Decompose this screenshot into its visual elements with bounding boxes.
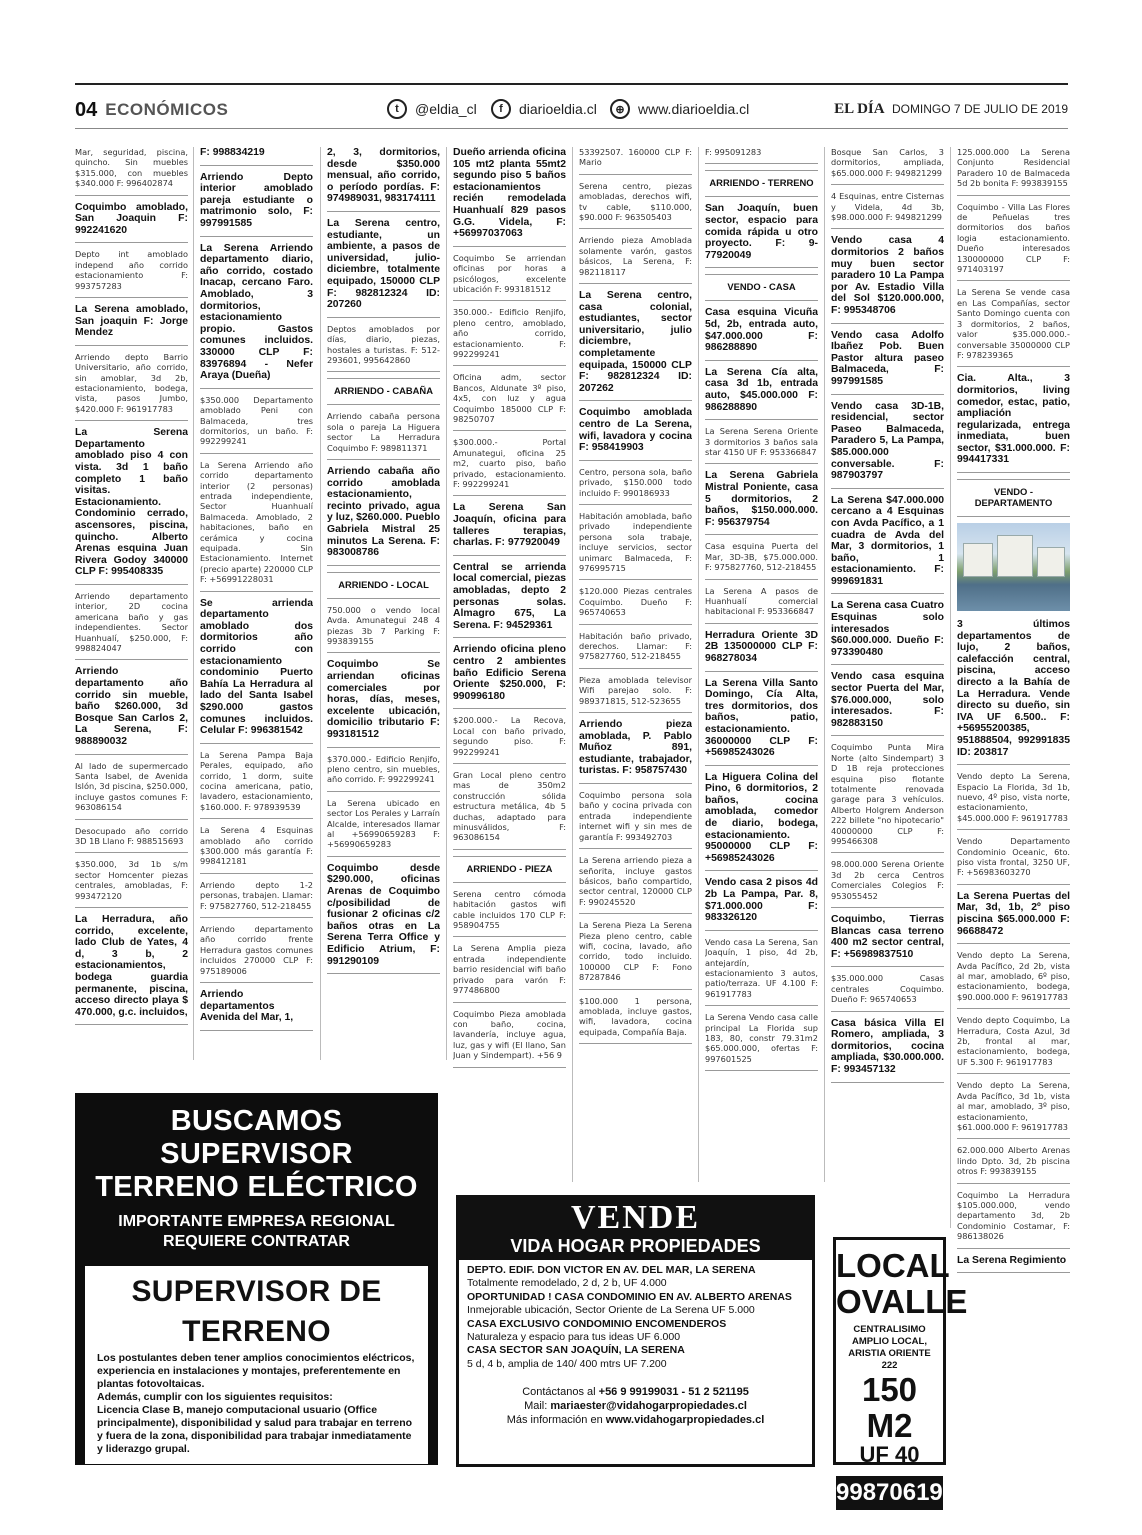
supervisor-sub-1: IMPORTANTE EMPRESA REGIONAL: [118, 1213, 395, 1230]
supervisor-paragraph-1: Los postulantes deben tener amplios conocimientos eléctricos, experiencia en instalaciones y montajes, preferentemente en plantas fotovoltaicas.: [97, 1352, 415, 1390]
classified-ad: La Serena $47.000.000 cercano a 4 Esquinas con Avda Pacífico, a 1 cuadra de Avda del Mar, 3 dormitorios, 1 baño, 1 estacionamiento. F: 999691831: [831, 495, 944, 595]
classified-ad: La Serena Vendo casa calle principal La Florida sup 183, 80, constr 79.31m2 $65.000.000, ofertas F: 997601525: [705, 1012, 818, 1071]
classified-ad: Desocupado año corrido 3D 1B Llano F: 988515693: [75, 826, 188, 854]
mail-label: Mail:: [524, 1400, 548, 1413]
classified-ad: Arriendo pieza Amoblada solamente varón, gastos básicos, La Serena, F: 982118117: [579, 235, 692, 284]
classified-ad: $350.000, 3d 1b s/m sector Homcenter piezas centrales, amobladas, F: 993472120: [75, 859, 188, 908]
website-label: www.diarioeldia.cl: [638, 101, 750, 117]
listing-line: CASA EXCLUSIVO CONDOMINIO ENCOMENDEROS: [467, 1317, 727, 1330]
column-rule: [572, 147, 573, 1182]
section-title: ECONÓMICOS: [105, 100, 229, 119]
facebook-icon: f: [491, 99, 511, 119]
section-heading: ARRIENDO - CABAÑA: [327, 378, 440, 405]
local-price: UF 40: [859, 1442, 920, 1467]
classified-column: [957, 147, 1070, 1465]
supervisor-email[interactable]: contactoempresacoquimbo@gmail.com: [95, 1496, 418, 1515]
supervisor-paragraph-3: Licencia Clase B, manejo computacional usuario (Office principalmente), disponibilidad y salud para trabajar en terreno y fuera de la zona, disponibilidad para trabajar inmediatamente y liderazgo grupal.: [97, 1404, 413, 1455]
vida-hogar-contact: [459, 1375, 812, 1427]
classified-column: [453, 147, 566, 1182]
vida-hogar-header: [459, 1198, 812, 1260]
local-description: CENTRALISIMO AMPLIO LOCAL, ARISTIA ORIENTE 222: [848, 1324, 931, 1371]
classified-ad: La Serena Pampa Baja Perales, equipado, año corrido, 1 dorm, suite cocina americana, patio, lavadero, estacionamiento, $160.000. F: 978939539: [200, 750, 313, 819]
classified-ad: La Serena Gabriela Mistral Poniente, casa 5 dormitorios, 2 baños, $150.000.000. F: 956379754: [705, 470, 818, 535]
classified-ad: $120.000 Piezas centrales Coquimbo. Dueño F: 965740653: [579, 586, 692, 624]
classified-ad: Coquimbo amoblada centro de La Serena, wifi, lavadora y cocina F: 958419903: [579, 407, 692, 460]
classified-ad: Bosque San Carlos, 3 dormitorios, ampliada, $65.000.000 F: 949821299: [831, 147, 944, 185]
contact-mail[interactable]: mariaester@vidahogarpropiedades.cl: [550, 1400, 747, 1413]
classified-ad: Casa esquina Puerta del Mar, 3D-3B, $75.000.000. F: 975827760, 512-218455: [705, 541, 818, 579]
classified-ad: $370.000.- Edificio Renjifo, pleno centro, sin muebles, año corrido. F: 992299241: [327, 754, 440, 792]
vida-hogar-subtitle: VIDA HOGAR PROPIEDADES: [510, 1236, 761, 1256]
classified-ad: La Higuera Colina del Pino, 6 dormitorios, 2 baños, cocina amoblada, comedor de diario, bodega, estacionamiento. 95000000 CLP F: +56985243026: [705, 772, 818, 872]
classified-ad: Pieza amoblada televisor Wifi parejao solo. F: 989371815, 512-523655: [579, 675, 692, 713]
classified-ad: La Serena Se vende casa en Las Compañías, sector Santo Domingo cuenta con 3 dormitorios, 2 baños, valor $35.000.000.- conversable 35000000 CLP F: 978239365: [957, 287, 1070, 367]
section-heading: ARRIENDO - LOCAL: [327, 572, 440, 599]
classified-ad: Vendo casa Adolfo Ibañez Pob. Buen Pastor altura paseo Balmaceda, F: 997991585: [831, 330, 944, 395]
classified-ad: La Serena Puertas del Mar, 3d, 1b, 2º piso piscina $65.000.000 F: 96688472: [957, 891, 1070, 944]
classified-ad: Coquimbo Punta Mira Norte (alto Sindempart) 3 D 1B reja protecciones esquina piso flotante totalmente renovada garage para 3 vehículos. Alberto Holgrem Anderson 222 billete "no hipotecario" 40000000 CLP F: 995466308: [831, 742, 944, 853]
classified-ad: $350.000 Departamento amoblado Peni con Balmaceda, tres dormitorios, un baño. F: 992299241: [200, 395, 313, 454]
classified-ad: Vendo casa 2 pisos 4d 2b La Pampa, Par. 8, $71.000.000 F: 983326120: [705, 877, 818, 930]
classified-ad: La Herradura, año corrido, excelente, lado Club de Yates, 4 d, 3 b, 2 estacionamientos, bodega guardia permanente, piscina, acceso directo playa $ 470.000, g.c. incluidos,: [75, 914, 188, 1025]
classified-ad: Vendo casa 3D-1B, residencial, sector Paseo Balmaceda, Paradero 5, La Pampa, $85.000.000 conversable. F: 987903797: [831, 401, 944, 489]
contact-phones[interactable]: +56 9 99199031 - 51 2 521195: [598, 1386, 749, 1399]
info-label: Más información en: [506, 1414, 603, 1427]
listing-line: DEPTO. EDIF. DON VICTOR EN AV. DEL MAR, LA SERENA: [467, 1264, 756, 1276]
column-rule: [320, 147, 321, 1060]
classified-ad: Arriendo pieza amoblada, P. Pablo Muñoz 891, estudiante, trabajador, turistas. F: 958757430: [579, 719, 692, 784]
classified-ad: Mar, seguridad, piscina, quincho. Sin muebles $315.000, con muebles $340.000 F: 996402874: [75, 147, 188, 196]
vida-hogar-ad: [456, 1195, 815, 1467]
website-link[interactable]: [610, 99, 749, 119]
classified-column: [831, 147, 944, 1228]
classified-column: [327, 147, 440, 1060]
classified-ad: 53392507. 160000 CLP F: Mario: [579, 147, 692, 175]
classified-ad: Serena centro cómoda habitación gastos wifi cable incluidos 170 CLP F: 958904755: [453, 889, 566, 938]
listing-line: Totalmente remodelado, 2 d, 2 b, UF 4.000: [467, 1277, 667, 1290]
listing-line: CASA SECTOR SAN JOAQUÍN, LA SERENA: [467, 1344, 685, 1357]
classified-ad: La Serena Cía alta, casa 3d 1b, entrada auto, $45.000.000 F: 986288890: [705, 367, 818, 420]
listing-line: Inmejorable ubicación, Sector Oriente de La Serena UF 5.000: [467, 1304, 755, 1317]
classified-ad: Dueño arrienda oficina 105 mt2 planta 55mt2 segundo piso 5 baños estacionamientos recién remodelada Huanhualí 829 pasos G.G. Videla, F: +56997037063: [453, 147, 566, 247]
supervisor-cta: Enviar CV con pretensiones de renta a:: [125, 1475, 388, 1492]
classified-ad: La Serena Serena Oriente 3 dormitorios 3 baños sala star 4150 UF F: 953366847: [705, 426, 818, 464]
classified-ad: Deptos amoblados por días, diario, piezas, hostales a turistas. F: 512-293601, 995642860: [327, 324, 440, 373]
classified-ad: Arriendo oficina pleno centro 2 ambientes baño Edificio Serena Oriente $250.000, F: 990996180: [453, 644, 566, 709]
vida-hogar-listings: [459, 1260, 812, 1375]
classified-ad: F: 998834219: [200, 147, 313, 166]
classified-ad: 98.000.000 Serena Oriente 3d 2b cerca Centros Comerciales Colegios F: 953055452: [831, 859, 944, 908]
classified-ad: Arriendo depto 1-2 personas, trabajen. Llamar: F: 975827760, 512-218455: [200, 880, 313, 918]
classified-ad: La Serena amoblado, San joaquin F: Jorge Mendez: [75, 304, 188, 346]
top-rule: [75, 83, 1068, 85]
classified-ad: La Serena A pasos de Huanhualí comercial habitacional F: 953366847: [705, 586, 818, 624]
classified-ad: Vendo depto Coquimbo, La Herradura, Costa Azul, 3d 2b, frontal al mar, estacionamiento, bodega, UF 5.300 F: 961917783: [957, 1015, 1070, 1074]
classified-ad: 4 Esquinas, entre Cisternas y Videla, 4d 3b, $98.000.000 F: 949821299: [831, 191, 944, 229]
classified-column: [75, 147, 188, 1060]
apartment-photo: [957, 523, 1070, 611]
classified-ad: Casa básica Villa El Romero, ampliada, 3 dormitorios, cocina ampliada, $30.000.000. F: 993457132: [831, 1018, 944, 1083]
classified-ad: Arriendo departamento interior, 2D cocina americana baño y gas independientes. Sector Huanhualí, $250.000, F: 998824047: [75, 591, 188, 660]
classified-ad: 350.000.- Edificio Renjifo, pleno centro, amoblado, año corrido, estacionamiento. F: 992299241: [453, 307, 566, 366]
classified-ad: Coquimbo Se arriendan oficinas comerciales por horas, días, meses, excelente ubicación, domicilio tributario F: 993181512: [327, 659, 440, 747]
classified-ad: Cia. Alta., 3 dormitorios, living comedor, estac, patio, ampliación regularizada, entrega inmediata, buen sector, $31.000.000. F: 994417331: [957, 373, 1070, 473]
classified-ad: La Serena arriendo pieza a señorita, incluye gastos básicos, baño compartido, sector central, 120000 CLP F: 990245520: [579, 855, 692, 914]
classified-ad: Coquimbo - Villa Las Flores de Peñuelas tres dormitorios dos baños logia estacionamiento. Dueño interesados 130000000 CLP F: 971403197: [957, 202, 1070, 282]
classified-ad: Coquimbo, Tierras Blancas casa terreno 400 m2 sector central, F: +56989837510: [831, 914, 944, 967]
local-line-2: OVALLE: [836, 1283, 968, 1320]
supervisor-job-ad: [75, 1093, 438, 1515]
page-number: 04: [75, 98, 98, 121]
classified-ad: La Serena 4 Esquinas amoblado año corrido $300.000 más garantía F: 998412181: [200, 825, 313, 874]
supervisor-job-title: SUPERVISOR DE TERRENO: [131, 1275, 382, 1348]
classified-ad: 750.000 o vendo local Avda. Amunategui 248 4 piezas 3b 7 Parking F: 993839155: [327, 605, 440, 654]
classified-ad: Arriendo Depto interior amoblado pareja estudiante o matrimonio solo, F: 997991585: [200, 172, 313, 237]
classified-column: [579, 147, 692, 1182]
classified-ad: La Serena centro, estudiante, un ambiente, a pasos de universidad, julio-diciembre, totalmente equipado, 150000 CLP F: 982812324 ID: 207260: [327, 218, 440, 318]
section-heading: ARRIENDO - TERRENO: [705, 170, 818, 197]
supervisor-paragraph-2: Además, cumplir con los siguientes requisitos:: [97, 1391, 333, 1403]
local-phone[interactable]: 998706193: [836, 1476, 943, 1510]
classified-ad: La Serena centro, casa colonial, estudiantes, sector universitario, julio diciembre, completamente equipada, 150000 CLP F: 982812324 ID: 207262: [579, 290, 692, 401]
classified-ad: Arriendo departamentos Avenida del Mar, 1,: [200, 989, 313, 1031]
page-header: [75, 95, 1068, 125]
classified-ad: Vendo depto La Serena, Espacio La Florida, 3d 1b, nuevo, 4º piso, vista norte, estacionamiento, $45.000.000 F: 961917783: [957, 771, 1070, 830]
classified-ad: La Serena Pieza La Serena Pieza pleno centro, cable wifi, cocina, lavado, año corrido, todo incluido. 100000 CLP F: Fono 87287846: [579, 920, 692, 989]
classified-ad: La Serena casa Cuatro Esquinas solo interesados $60.000.000. Dueño F: 973390480: [831, 600, 944, 665]
column-rule: [446, 147, 447, 1060]
classified-ad: Al lado de supermercado Santa Isabel, de Avenida Islón, 3d piscina, $250.000, incluye gastos comunes F: 963086154: [75, 761, 188, 820]
paper-dateline: [834, 101, 1068, 118]
section-heading: VENDO - CASA: [705, 274, 818, 301]
local-size: 150 M2: [861, 1371, 918, 1444]
facebook-label: diarioeldia.cl: [519, 101, 597, 117]
column-rule: [698, 147, 699, 1182]
classified-column: [200, 147, 313, 1060]
classified-ad: Gran Local pleno centro mas de 350m2 construcción sólida estructura metálica, 4b 5 duchas, adaptado para minusválidos, F: 963086154: [453, 770, 566, 850]
facebook-handle[interactable]: [491, 99, 597, 119]
classified-ad: $35.000.000 Casas centrales Coquimbo. Dueño F: 965740653: [831, 973, 944, 1011]
classified-ad: La Serena Amplia pieza entrada independiente barrio residencial wifi baño privado para varón F: 977486800: [453, 943, 566, 1002]
contact-label: Contáctanos al: [522, 1386, 596, 1399]
classified-ad: Centro, persona sola, baño privado, $150.000 todo incluido F: 990186933: [579, 467, 692, 505]
classified-ad: Depto int amoblado independ año corrido estacionamiento F: 993757283: [75, 249, 188, 298]
paper-date: DOMINGO 7 DE JULIO DE 2019: [891, 102, 1068, 116]
twitter-label: @eldia_cl: [415, 101, 477, 117]
classified-ad: La Serena Departamento amoblado piso 4 con vista. 3d 1 baño completo 1 baño visitas. Estacionamiento. Condominio cerrado, ascensores, piscina, quincho. Alberto Arenas esquina Juan Rivera Godoy 340000 CLP F: 995408335: [75, 427, 188, 585]
classified-ad: Vendo depto La Serena, Avda Pacífico, 2d 2b, vista al mar, amoblado, 6º piso, estacionamiento, bodega, $90.000.000 F: 961917783: [957, 950, 1070, 1009]
supervisor-sub-2: REQUIERE CONTRATAR: [163, 1233, 350, 1250]
listing-line: 5 d, 4 b, amplia de 140/ 400 mtrs UF 7.200: [467, 1357, 667, 1370]
vida-hogar-title: VENDE: [570, 1199, 701, 1236]
classified-ad: Vendo casa La Serena, San Joaquín, 1 piso, 4d 2b, antejardín, estacionamiento 3 autos, patio/terraza. UF 4.100 F: 961917783: [705, 937, 818, 1006]
classified-ad: $100.000 1 persona, amoblada, incluye gastos, wifi, lavadora, cocina equipada, Compañía Baja.: [579, 996, 692, 1045]
twitter-handle[interactable]: [387, 99, 477, 119]
classified-ad: Vendo casa 4 dormitorios 2 baños muy buen sector paradero 10 La Pampa por Av. Estadio Villa del Sol $120.000.000, F: 995348706: [831, 235, 944, 323]
classified-ad: Herradura Oriente 3D 2B 135000000 CLP F: 968278034: [705, 630, 818, 672]
classified-ad: Arriendo cabaña año corrido amoblada estacionamiento, recinto privado, agua y luz, $260.000. Pueblo Gabriela Mistral 25 minutos La Serena. F: 983008786: [327, 466, 440, 566]
classified-ad: Vendo depto La Serena, Avda Pacífico, 3d 1b, vista al mar, amoblado, 3º piso, estacionamiento, $61.000.000 F: 961917783: [957, 1080, 1070, 1139]
classified-ad: Se arrienda departamento amoblado dos dormitorios año corrido con estacionamiento condominio Puerto Bahía La Herradura al lado del Santa Isabel $290.000 gastos comunes incluidos. Celular F: 996381542: [200, 598, 313, 744]
classified-ad: Coquimbo amoblado, San Joaquin F: 992241620: [75, 202, 188, 244]
local-ovalle-ad: [833, 1237, 968, 1506]
classified-ad: La Serena San Joaquín, oficina para talleres terapias, charlas. F: 977920049: [453, 502, 566, 555]
classified-ad: Habitación baño privado, derechos. Llamar: F: 975827760, 512-218455: [579, 631, 692, 669]
classified-ad: Arriendo cabaña persona sola o pareja La Higuera sector La Herradura Coquimbo F: 989811371: [327, 411, 440, 460]
classified-ad: La Serena Villa Santo Domingo, Cía Alta, tres dormitorios, dos baños, patio, estacionamiento. 36000000 CLP F: +56985243026: [705, 678, 818, 766]
classified-ad: Vendo casa esquina sector Puerta del Mar, $76.000.000, solo interesados. F: 982883150: [831, 671, 944, 736]
supervisor-requirements: [85, 1266, 428, 1464]
section-heading: VENDO - DEPARTAMENTO: [957, 479, 1070, 517]
classified-ad: La Serena Arriendo año corrido departamento interior (2 personas) entrada independiente, Sector Huanhualí Balmaceda. Amoblado, 2 habitaciones, baño en cerámica y cocina equipada. Sin Estacionamiento. Internet (precio aparte) 220000 CLP F: +56991228031: [200, 460, 313, 592]
classified-ad: San Joaquín, buen sector, espacio para comida rápida u otro proyecto. F: 9-77920049: [705, 203, 818, 268]
classified-ad: $200.000.- La Recova, Local con baño privado, segundo piso. F: 992299241: [453, 715, 566, 764]
classified-ad: 2, 3, dormitorios, desde $350.000 mensual, año corrido, o período pordías. F: 974989031, 983174111: [327, 147, 440, 212]
classified-ad: Habitación amoblada, baño privado independiente persona sola trabaje, incluye servicios, sector unimarc Balmaceda, F: 976995715: [579, 511, 692, 580]
section-heading: ARRIENDO - PIEZA: [453, 856, 566, 883]
classified-ad: $300.000.- Portal Amunategui, oficina 25 m2, cuarto piso, baño privado, estacionamiento. F: 992299241: [453, 437, 566, 496]
column-rule: [824, 147, 825, 1182]
listing-line: OPORTUNIDAD ! CASA CONDOMINIO EN AV. ALBERTO ARENAS: [467, 1290, 792, 1303]
classified-ad: Central se arrienda local comercial, piezas amobladas, depto 2 personas solas. Almagro 675, La Serena. F: 94529361: [453, 562, 566, 639]
classified-ad: Arriendo departamento año corrido frente Herradura gastos comunes incluidos 270000 CLP F: 975189006: [200, 924, 313, 983]
classified-ad: Coquimbo La Herradura $105.000.000, vendo departamento 3d, 2b Condominio Costamar, F: 986138026: [957, 1190, 1070, 1249]
classified-ad: Oficina adm, sector Bancos, Aldunate 3º piso, 4x5, con luz y agua Coquimbo 185000 CLP F: 98250707: [453, 372, 566, 431]
classified-ad: 62.000.000 Alberto Arenas lindo Dpto. 3d, 2b piscina otros F: 993839155: [957, 1145, 1070, 1183]
supervisor-title-2: TERRENO ELÉCTRICO: [95, 1171, 418, 1203]
classified-ad: Serena centro, piezas amobladas, derechos wifi, tv cable, $110.000, $90.000 F: 963505403: [579, 181, 692, 230]
classified-ad: Coquimbo desde $290.000, oficinas Arenas de Coquimbo c/posibilidad de fusionar 2 oficinas c/2 baños otras en La Serena Terra Office y Edificio Atrium, F: 991290109: [327, 863, 440, 974]
twitter-icon: t: [387, 99, 407, 119]
listing-line: Naturaleza y espacio para tus ideas UF 6.000: [467, 1331, 681, 1344]
classified-ad: Coquimbo Pieza amoblada con baño, cocina, lavandería, incluye agua, luz, gas y wifi (El llano, San Juan y Sindempart). +56 9: [453, 1009, 566, 1068]
classified-ad: Coquimbo Se arriendan oficinas por horas a psicólogos, excelente ubicación F: 993181512: [453, 253, 566, 302]
column-rule: [950, 147, 951, 1228]
column-rule: [193, 147, 194, 1060]
classified-ad: La Serena Regimiento: [957, 1255, 1070, 1274]
classified-ad: La Serena ubicado en sector Los Perales y Larraín Alcalde, interesados llamar al +56990659283 F: +56990659283: [327, 798, 440, 857]
classified-ad: Casa esquina Vicuña 5d, 2b, entrada auto, $47.000.000 F: 986288890: [705, 307, 818, 360]
globe-icon: ⊕: [610, 99, 630, 119]
classified-ad: F: 995091283: [705, 147, 818, 164]
paper-name: EL DÍA: [834, 101, 885, 117]
supervisor-title-1: BUSCAMOS SUPERVISOR: [160, 1105, 353, 1170]
classified-ad: Arriendo depto Barrio Universitario, año corrido, sin amoblar, 3d 2b, estacionamiento, bodega, vista, pasos Jumbo, $420.000 F: 961917783: [75, 352, 188, 421]
classified-ad: Arriendo departamento año corrido sin mueble, baño $260.000, 3d Bosque San Carlos 2, La Serena, F: 988890032: [75, 666, 188, 754]
classified-ad: Coquimbo persona sola baño y cocina privada con entrada independiente internet wifi y sin mes de garantía F: 993492703: [579, 790, 692, 849]
classified-ad: 3 últimos departamentos de lujo, 2 baños, calefacción central, piscina, acceso directo a la Bahía de La Herradura. Vende directo su dueño, sin IVA UF 6.500.. F: +56955200385, 951888504, 992991835 ID: 203817: [957, 619, 1070, 765]
classified-ad: Vendo Departamento Condominio Oceanic, 6to. piso vista frontal, 3250 UF, F: +56983603270: [957, 836, 1070, 885]
classified-ad: 125.000.000 La Serena Conjunto Residencial Paradero 10 de Balmaceda 5d 2b bonita F: 993839155: [957, 147, 1070, 196]
classified-column: [705, 147, 818, 1182]
header-divider: [75, 128, 1068, 129]
classified-ad: La Serena Arriendo departamento diario, año corrido, costado Inacap, cercano Faro. Amoblado, 3 dormitorios, estacionamiento propio. Gastos comunes incluidos. 330000 CLP F: 83976894 - Nefer Araya (Dueña): [200, 243, 313, 389]
contact-web[interactable]: www.vidahogarpropiedades.cl: [605, 1414, 765, 1427]
local-line-1: LOCAL: [836, 1247, 950, 1284]
